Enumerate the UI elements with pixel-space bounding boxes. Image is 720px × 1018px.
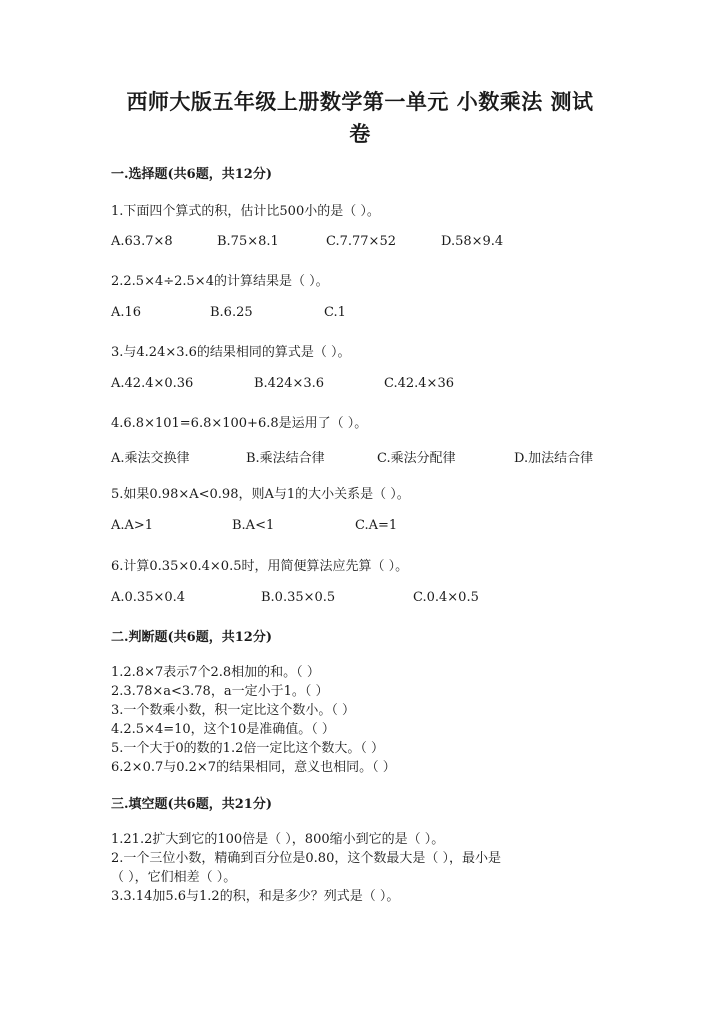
option-c: C.42.4×36 <box>384 376 454 391</box>
judge-item: 3.一个数乘小数，积一定比这个数小。（ ） <box>111 703 356 718</box>
question-text: 4.6.8×101=6.8×100+6.8是运用了（ ）。 <box>111 416 368 431</box>
judge-item: 2.3.78×a<3.78，a一定小于1。（ ） <box>111 684 329 699</box>
question-text: 5.如果0.98×A<0.98，则A与1的大小关系是（ ）。 <box>111 487 410 502</box>
option-c: C.0.4×0.5 <box>413 590 479 605</box>
option-c: C.乘法分配律 <box>377 451 456 466</box>
section-heading-choice: 一.选择题(共6题，共12分) <box>111 167 272 182</box>
judge-item: 1.2.8×7表示7个2.8相加的和。（ ） <box>111 665 320 680</box>
options-row <box>111 447 631 465</box>
option-c: C.A=1 <box>355 518 398 533</box>
option-a: A.42.4×0.36 <box>111 376 194 391</box>
option-b: B.75×8.1 <box>217 234 279 249</box>
fill-item: 2.一个三位小数，精确到百分位是0.80，这个数最大是（ ），最小是 <box>111 851 501 866</box>
question-text: 6.计算0.35×0.4×0.5时，用简便算法应先算（ ）。 <box>111 559 409 574</box>
option-b: B.6.25 <box>210 305 253 320</box>
title-line-1: 西师大版五年级上册数学第一单元 小数乘法 测试 <box>126 89 594 114</box>
option-b: B.0.35×0.5 <box>261 590 336 605</box>
option-a: A.16 <box>111 305 142 320</box>
options-row <box>111 590 631 608</box>
question-text: 2.2.5×4÷2.5×4的计算结果是（ ）。 <box>111 274 329 289</box>
options-row <box>111 376 631 394</box>
section-heading-judge: 二.判断题(共6题，共12分) <box>111 630 272 645</box>
judge-item: 5.一个大于0的数的1.2倍一定比这个数大。（ ） <box>111 741 384 756</box>
option-b: B.A<1 <box>232 518 275 533</box>
section-heading-fill: 三.填空题(共6题，共21分) <box>111 797 272 812</box>
judge-item: 6.2×0.7与0.2×7的结果相同，意义也相同。（ ） <box>111 760 396 775</box>
options-row <box>111 305 631 323</box>
option-a: A.乘法交换律 <box>111 451 190 466</box>
options-row <box>111 518 631 536</box>
fill-item-continued: （ ），它们相差（ ）。 <box>111 870 237 885</box>
option-d: D.58×9.4 <box>441 234 504 249</box>
option-c: C.1 <box>324 305 346 320</box>
fill-item: 3.3.14加5.6与1.2的积，和是多少？列式是（ ）。 <box>111 889 400 904</box>
question-text: 3.与4.24×3.6的结果相同的算式是（ ）。 <box>111 345 351 360</box>
option-b: B.424×3.6 <box>254 376 325 391</box>
option-d: D.加法结合律 <box>514 451 594 466</box>
option-a: A.63.7×8 <box>111 234 173 249</box>
option-a: A.0.35×0.4 <box>111 590 186 605</box>
judge-item: 4.2.5×4=10，这个10是准确值。（ ） <box>111 722 335 737</box>
question-text: 1.下面四个算式的积，估计比500小的是（ ）。 <box>111 204 380 219</box>
option-b: B.乘法结合律 <box>246 451 325 466</box>
title-line-2: 卷 <box>349 121 371 146</box>
options-row <box>111 234 631 252</box>
option-a: A.A>1 <box>111 518 154 533</box>
page-title <box>100 86 620 150</box>
fill-item: 1.21.2扩大到它的100倍是（ ），800缩小到它的是（ ）。 <box>111 832 445 847</box>
option-c: C.7.77×52 <box>326 234 396 249</box>
